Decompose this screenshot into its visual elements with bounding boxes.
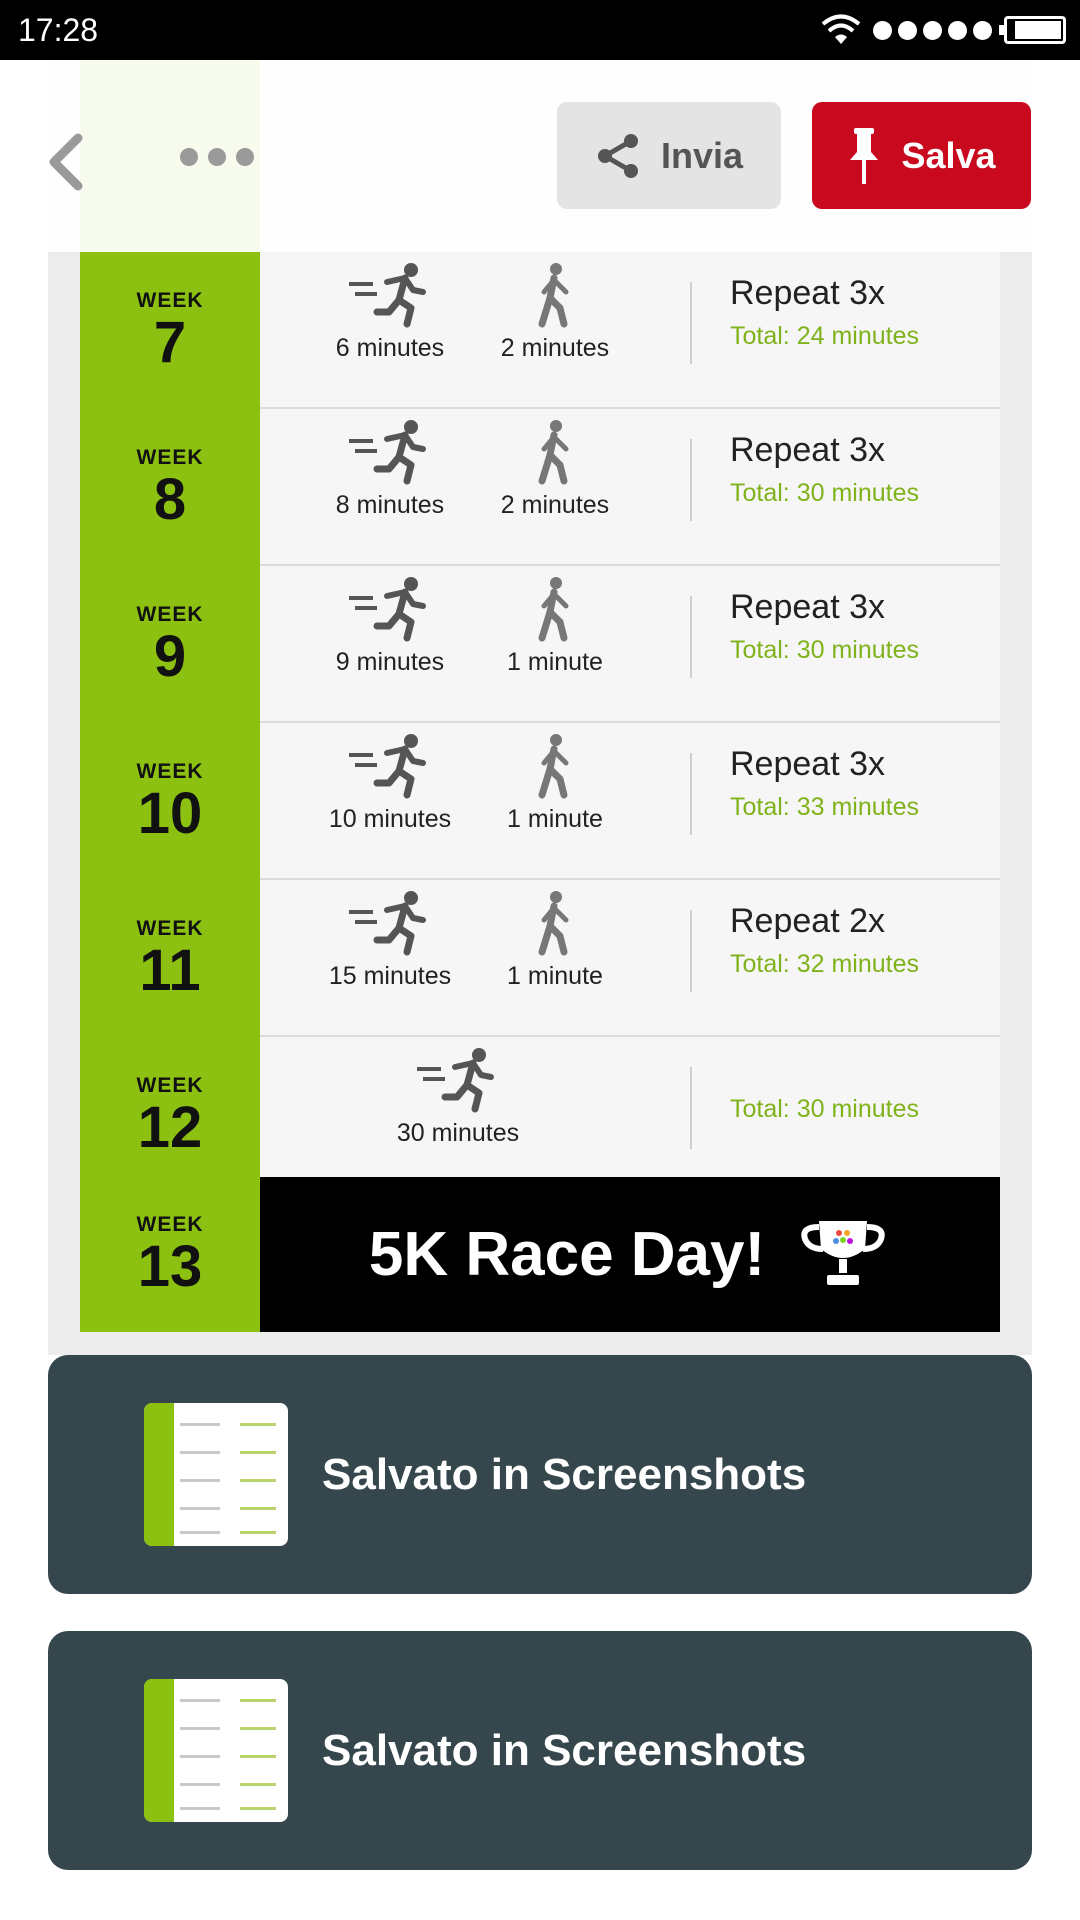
- walk-duration: 2 minutes: [500, 334, 610, 362]
- status-time: 17:28: [18, 12, 99, 48]
- runner-icon: [347, 576, 433, 642]
- run-duration: 6 minutes: [335, 334, 445, 362]
- run-duration: 15 minutes: [328, 962, 452, 990]
- run-duration: 30 minutes: [396, 1119, 520, 1147]
- pin-image[interactable]: [48, 60, 1032, 1355]
- week-number: 7: [153, 309, 187, 375]
- walk-activity: [465, 262, 645, 363]
- week-label: WEEK: [136, 916, 204, 940]
- run-duration: 10 minutes: [328, 805, 452, 833]
- walk-duration: 2 minutes: [500, 491, 610, 519]
- week-cell: [80, 1177, 260, 1332]
- week-cell: [80, 723, 260, 880]
- row-divider: [690, 753, 692, 835]
- race-day-text: 5K Race Day!: [368, 1220, 766, 1289]
- total-text: Total: 24 minutes: [730, 322, 919, 350]
- plan-row-body: [260, 566, 1000, 723]
- row-divider: [690, 910, 692, 992]
- walk-duration: 1 minute: [507, 648, 603, 676]
- saved-board-card[interactable]: [48, 1631, 1032, 1870]
- total-text: Total: 33 minutes: [730, 793, 919, 821]
- save-label: Salva: [901, 134, 996, 176]
- run-duration: 9 minutes: [335, 648, 445, 676]
- saved-board-card[interactable]: [48, 1355, 1032, 1594]
- plan-row: [80, 880, 1000, 1037]
- week-number: 10: [137, 780, 203, 846]
- plan-row-body: [260, 1037, 1000, 1194]
- week-cell: [80, 252, 260, 409]
- walk-activity: [465, 890, 645, 991]
- plan-row-body: [260, 252, 1000, 409]
- plan-row: [80, 409, 1000, 566]
- walker-icon: [530, 419, 580, 485]
- more-icon[interactable]: [180, 148, 254, 166]
- runner-icon: [347, 262, 433, 328]
- board-thumbnail: [144, 1679, 288, 1822]
- send-button[interactable]: [557, 102, 781, 209]
- plan-row: [80, 566, 1000, 723]
- week-cell: [80, 409, 260, 566]
- total-text: Total: 30 minutes: [730, 1095, 919, 1123]
- repeat-text: Repeat 3x: [730, 745, 885, 783]
- runner-icon: [347, 733, 433, 799]
- walk-activity: [465, 419, 645, 520]
- run-duration: 8 minutes: [335, 491, 445, 519]
- week-number: 8: [153, 466, 187, 532]
- race-day-row: [80, 1177, 1000, 1332]
- save-button[interactable]: [812, 102, 1031, 209]
- row-divider: [690, 596, 692, 678]
- plan-row: [80, 1037, 1000, 1194]
- saved-board-label: Salvato in Screenshots: [322, 1449, 807, 1499]
- repeat-text: Repeat 3x: [730, 431, 885, 469]
- status-icons: [821, 12, 1066, 48]
- row-divider: [690, 1067, 692, 1149]
- walk-duration: 1 minute: [507, 962, 603, 990]
- week-cell: [80, 1037, 260, 1194]
- board-thumbnail: [144, 1403, 288, 1546]
- share-icon: [595, 132, 643, 180]
- runner-icon: [415, 1047, 501, 1113]
- wifi-icon: [821, 14, 861, 46]
- walk-activity: [465, 733, 645, 834]
- walker-icon: [530, 576, 580, 642]
- plan-row-body: [260, 880, 1000, 1037]
- repeat-text: Repeat 2x: [730, 902, 885, 940]
- walk-activity: [465, 576, 645, 677]
- week-number: 12: [137, 1094, 203, 1160]
- trophy-icon: [795, 1217, 891, 1293]
- week-number: 13: [137, 1233, 203, 1299]
- run-activity: [300, 262, 480, 363]
- week-number: 9: [153, 623, 187, 689]
- plan-row-body: [260, 723, 1000, 880]
- week-label: WEEK: [136, 288, 204, 312]
- back-icon[interactable]: [46, 132, 86, 192]
- runner-icon: [347, 419, 433, 485]
- runner-icon: [347, 890, 433, 956]
- week-number: 11: [139, 937, 201, 1003]
- status-bar: [0, 0, 1080, 60]
- run-activity: [300, 733, 480, 834]
- saved-board-label: Salvato in Screenshots: [322, 1725, 807, 1775]
- walker-icon: [530, 890, 580, 956]
- week-cell: [80, 880, 260, 1037]
- week-label: WEEK: [136, 1212, 204, 1236]
- week-label: WEEK: [136, 602, 204, 626]
- repeat-text: Repeat 3x: [730, 274, 885, 312]
- week-cell: [80, 566, 260, 723]
- week-label: WEEK: [136, 759, 204, 783]
- total-text: Total: 32 minutes: [730, 950, 919, 978]
- walker-icon: [530, 733, 580, 799]
- send-label: Invia: [660, 134, 744, 176]
- row-divider: [690, 439, 692, 521]
- race-day-banner: [260, 1177, 1000, 1332]
- battery-icon: [1004, 16, 1066, 44]
- week-label: WEEK: [136, 1073, 204, 1097]
- pin-icon: [847, 126, 881, 186]
- plan-row: [80, 723, 1000, 880]
- signal-icon: [873, 21, 992, 40]
- run-activity: [300, 576, 480, 677]
- plan-row-body: [260, 409, 1000, 566]
- total-text: Total: 30 minutes: [730, 636, 919, 664]
- run-activity: [368, 1047, 548, 1148]
- run-activity: [300, 419, 480, 520]
- row-divider: [690, 282, 692, 364]
- week-label: WEEK: [136, 445, 204, 469]
- top-action-bar: [0, 60, 1080, 252]
- run-activity: [300, 890, 480, 991]
- plan-row: [80, 252, 1000, 409]
- total-text: Total: 30 minutes: [730, 479, 919, 507]
- repeat-text: Repeat 3x: [730, 588, 885, 626]
- walker-icon: [530, 262, 580, 328]
- walk-duration: 1 minute: [507, 805, 603, 833]
